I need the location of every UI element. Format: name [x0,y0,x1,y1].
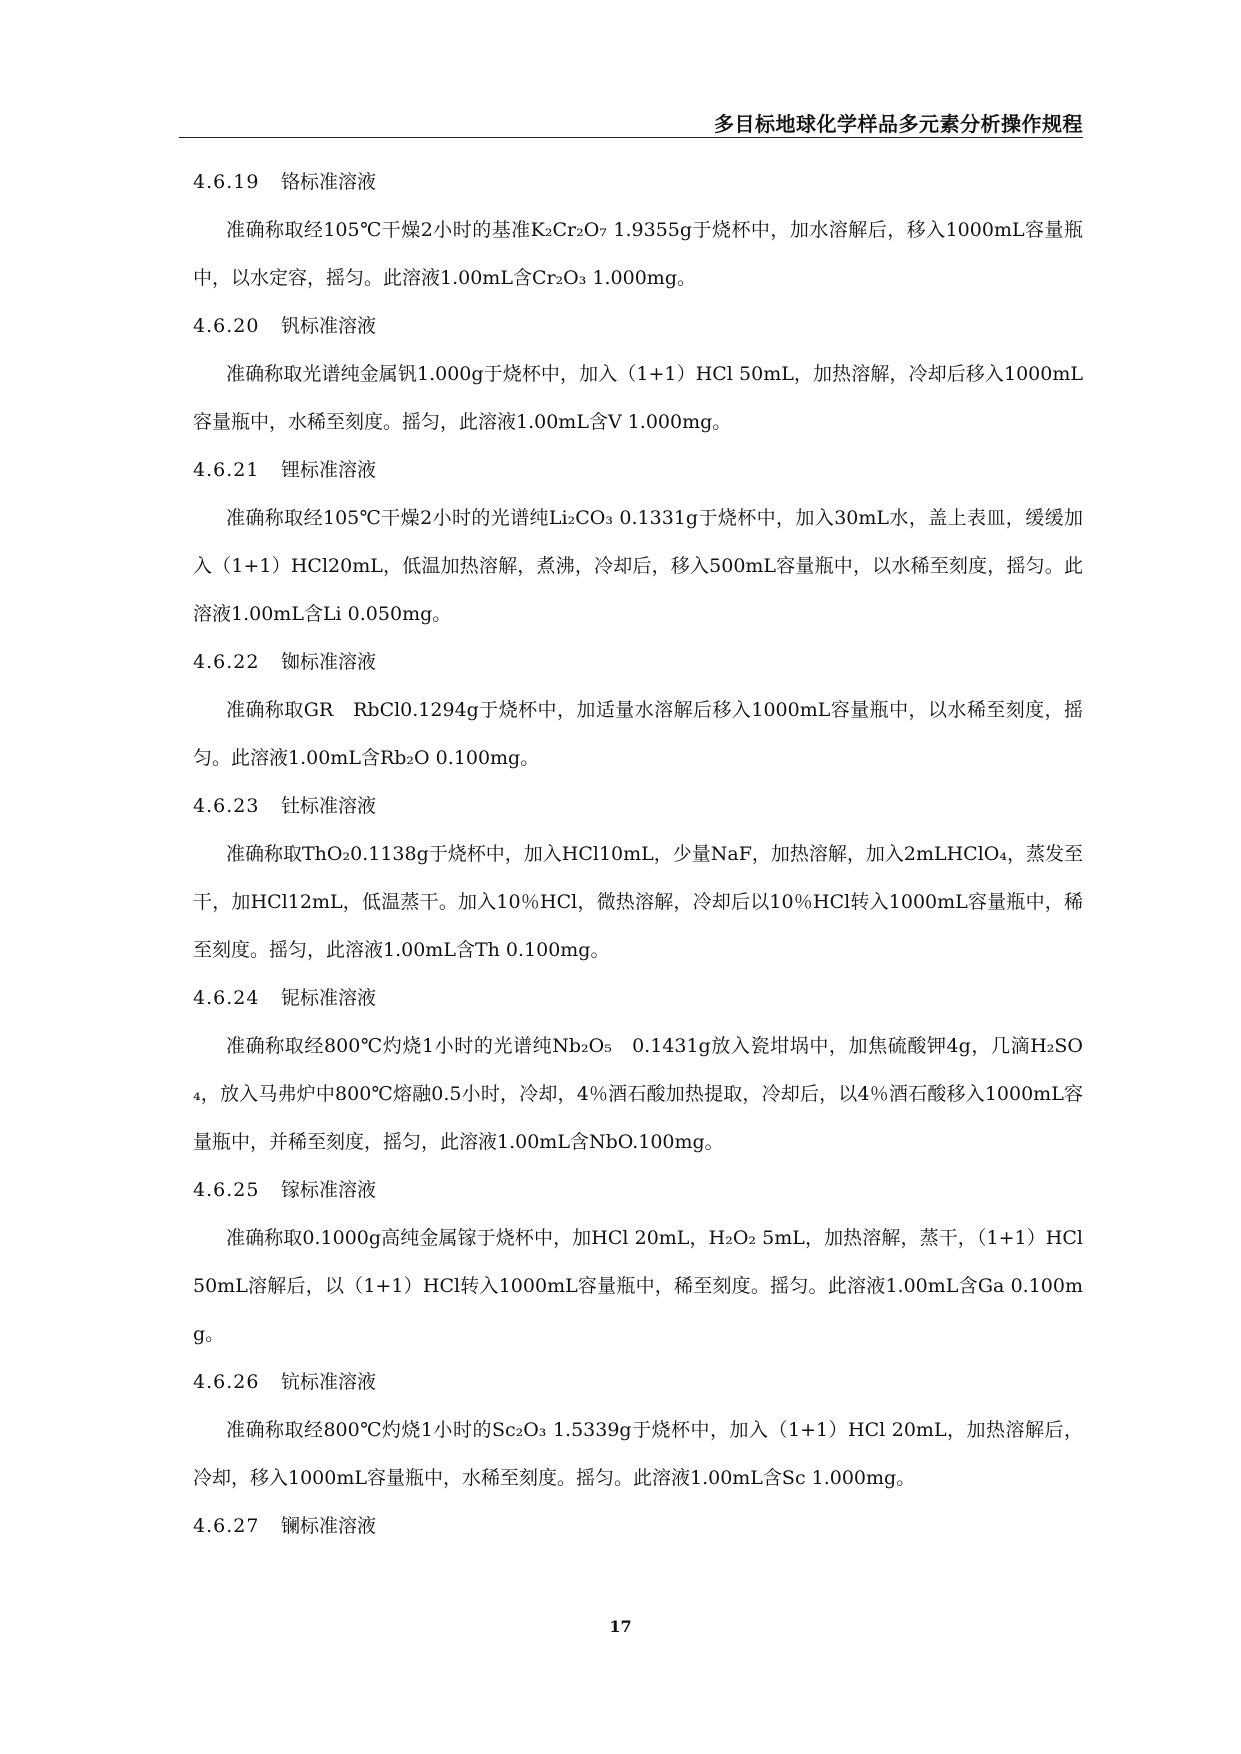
section-title: 铬标准溶液 [281,171,377,193]
document-body [193,158,1083,1550]
section-heading [193,302,1083,350]
section-heading [193,1502,1083,1550]
section-number: 4.6.23 [193,795,260,817]
section-heading [193,446,1083,494]
section-number: 4.6.22 [193,651,260,673]
section-paragraph: 准确称取GR RbCl0.1294g于烧杯中，加适量水溶解后移入1000mL容量瓶中，以水稀至刻度，摇匀。此溶液1.00mL含Rb₂O 0.100mg。 [193,699,1083,769]
section-title: 镓标准溶液 [281,1179,377,1201]
section-paragraph: 准确称取ThO₂0.1138g于烧杯中，加入HCl10mL，少量NaF，加热溶解，加入2mLHClO₄，蒸发至干，加HCl12mL，低温蒸干。加入10％HCl，微热溶解，冷却后以10％HCl转入1000mL容量瓶中，稀至刻度。摇匀，此溶液1.00mL含Th 0.100mg。 [193,843,1083,961]
section-paragraph: 准确称取光谱纯金属钒1.000g于烧杯中，加入（1+1）HCl 50mL，加热溶解，冷却后移入1000mL容量瓶中，水稀至刻度。摇匀，此溶液1.00mL含V 1.000mg。 [193,363,1083,433]
section-title: 镧标准溶液 [281,1515,377,1537]
section-title: 钪标准溶液 [281,1371,377,1393]
page-number: 17 [609,1617,632,1636]
section-heading [193,638,1083,686]
section-number: 4.6.25 [193,1179,260,1201]
section-paragraph: 准确称取经800℃灼烧1小时的光谱纯Nb₂O₅ 0.1431g放入瓷坩埚中，加焦硫酸钾4g，几滴H₂SO₄，放入马弗炉中800℃熔融0.5小时，冷却，4％酒石酸加热提取，冷却后，以4％酒石酸移入1000mL容量瓶中，并稀至刻度，摇匀，此溶液1.00mL含NbO.100mg。 [193,1035,1083,1153]
section-number: 4.6.26 [193,1371,260,1393]
section-title: 铷标准溶液 [281,651,377,673]
section-paragraph: 准确称取经105℃干燥2小时的光谱纯Li₂CO₃ 0.1331g于烧杯中，加入30mL水，盖上表皿，缓缓加入（1+1）HCl20mL，低温加热溶解，煮沸，冷却后，移入500mL容量瓶中，以水稀至刻度，摇匀。此溶液1.00mL含Li 0.050mg。 [193,507,1083,625]
section-heading [193,1166,1083,1214]
section-paragraph: 准确称取经105℃干燥2小时的基准K₂Cr₂O₇ 1.9355g于烧杯中，加水溶解后，移入1000mL容量瓶中，以水定容，摇匀。此溶液1.00mL含Cr₂O₃ 1.000mg。 [193,219,1083,289]
section-title: 铌标准溶液 [281,987,377,1009]
section-number: 4.6.27 [193,1515,260,1537]
section-title: 锂标准溶液 [281,459,377,481]
section-number: 4.6.21 [193,459,260,481]
section-heading [193,1358,1083,1406]
section-number: 4.6.19 [193,171,260,193]
section-paragraph: 准确称取0.1000g高纯金属镓于烧杯中，加HCl 20mL，H₂O₂ 5mL，加热溶解，蒸干，（1+1）HCl 50mL溶解后，以（1+1）HCl转入1000mL容量瓶中，稀至刻度。摇匀。此溶液1.00mL含Ga 0.100mg。 [193,1227,1083,1345]
section-heading [193,974,1083,1022]
section-number: 4.6.20 [193,315,260,337]
header-rule [179,137,1083,138]
section-number: 4.6.24 [193,987,260,1009]
section-heading [193,158,1083,206]
section-paragraph: 准确称取经800℃灼烧1小时的Sc₂O₃ 1.5339g于烧杯中，加入（1+1）HCl 20mL，加热溶解后，冷却，移入1000mL容量瓶中，水稀至刻度。摇匀。此溶液1.00mL含Sc 1.000mg。 [193,1419,1083,1489]
section-title: 钒标准溶液 [281,315,377,337]
header-title: 多目标地球化学样品多元素分析操作规程 [714,112,1083,136]
section-heading [193,782,1083,830]
section-title: 钍标准溶液 [281,795,377,817]
